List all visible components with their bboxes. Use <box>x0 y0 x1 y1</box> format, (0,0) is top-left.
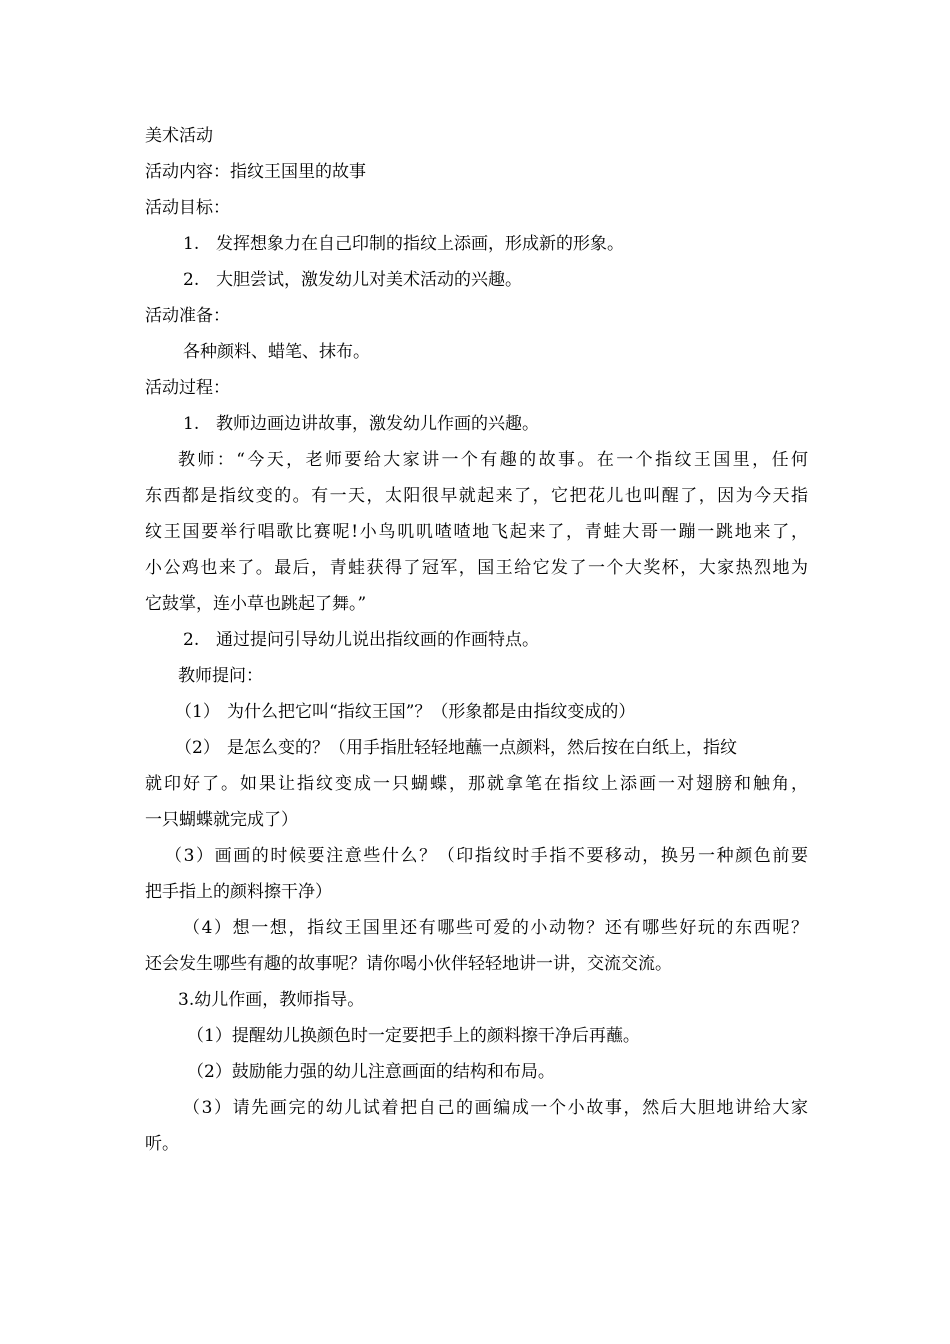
question-number: （2） <box>175 738 220 758</box>
question-3-line: 把手指上的颜料擦干净） <box>145 882 332 902</box>
question-text: 是怎么变的？（用手指肚轻轻地蘸一点颜料，然后按在白纸上，指纹 <box>227 738 737 758</box>
document-body <box>145 118 808 1162</box>
goal-text: 大胆尝试，激发幼儿对美术活动的兴趣。 <box>216 270 522 290</box>
question-number: （1） <box>175 702 220 722</box>
activity-content: 活动内容：指纹王国里的故事 <box>145 162 366 182</box>
question-2-line: 一只蝴蝶就完成了） <box>145 810 298 830</box>
prep-text: 各种颜料、蜡笔、抹布。 <box>183 342 370 362</box>
document-title: 美术活动 <box>145 126 213 146</box>
teacher-question-label: 教师提问： <box>178 666 263 686</box>
story-line: 小公鸡也来了。最后，青蛙获得了冠军，国王给它发了一个大奖杯，大家热烈地为 <box>145 558 808 578</box>
step-text: 通过提问引导幼儿说出指纹画的作画特点。 <box>216 630 539 650</box>
question-3-line: （3）画画的时候要注意些什么？（印指纹时手指不要移动，换另一种颜色前要 <box>165 846 808 866</box>
step-2 <box>145 622 808 658</box>
step-number: 2. <box>183 630 200 650</box>
goal-item <box>145 226 808 262</box>
goal-item <box>145 262 808 298</box>
step-number: 1. <box>183 414 200 434</box>
question-2-line: 就印好了。如果让指纹变成一只蝴蝶，那就拿笔在指纹上添画一对翅膀和触角， <box>145 774 808 794</box>
story-line: 纹王国要举行唱歌比赛呢!小鸟叽叽喳喳地飞起来了，青蛙大哥一蹦一跳地来了， <box>145 522 808 542</box>
goals-heading: 活动目标： <box>145 198 230 218</box>
step-text: 教师边画边讲故事，激发幼儿作画的兴趣。 <box>216 414 539 434</box>
question-4-line: （4）想一想，指纹王国里还有哪些可爱的小动物？还有哪些好玩的东西呢？ <box>183 918 808 938</box>
goal-text: 发挥想象力在自己印制的指纹上添画，形成新的形象。 <box>216 234 624 254</box>
story-line: 它鼓掌，连小草也跳起了舞。” <box>145 594 367 614</box>
goal-number: 1. <box>183 234 200 254</box>
goal-number: 2. <box>183 270 200 290</box>
step-3: 3.幼儿作画，教师指导。 <box>178 990 365 1010</box>
story-line: 东西都是指纹变的。有一天，太阳很早就起来了，它把花儿也叫醒了，因为今天指 <box>145 486 808 506</box>
step-1 <box>145 406 808 442</box>
question-text: 为什么把它叫“指纹王国”？（形象都是由指纹变成的） <box>227 702 636 722</box>
question-2 <box>145 730 808 766</box>
guide-item: （1）提醒幼儿换颜色时一定要把手上的颜料擦干净后再蘸。 <box>187 1026 640 1046</box>
guide-3-line: 听。 <box>145 1134 179 1154</box>
story-line: 教师：“今天，老师要给大家讲一个有趣的故事。在一个指纹王国里，任何 <box>178 450 808 470</box>
guide-3-line: （3）请先画完的幼儿试着把自己的画编成一个小故事，然后大胆地讲给大家 <box>183 1098 808 1118</box>
prep-heading: 活动准备： <box>145 306 230 326</box>
question-4-line: 还会发生哪些有趣的故事呢？请你喝小伙伴轻轻地讲一讲，交流交流。 <box>145 954 672 974</box>
guide-item: （2）鼓励能力强的幼儿注意画面的结构和布局。 <box>187 1062 555 1082</box>
process-heading: 活动过程： <box>145 378 230 398</box>
question-1 <box>145 694 808 730</box>
